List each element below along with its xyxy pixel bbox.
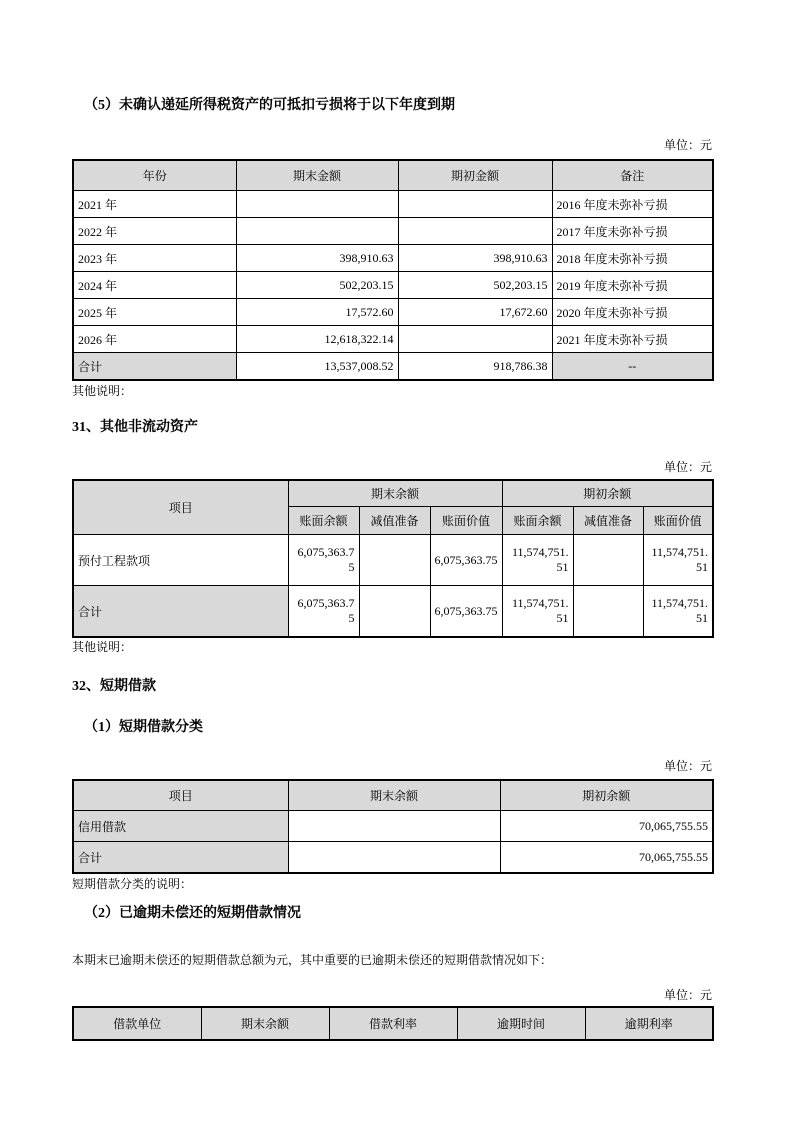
col-header-book-balance: 账面余额: [288, 507, 359, 535]
other-note-label: 其他说明：: [72, 640, 133, 654]
col-header-ending-balance: 期末余额: [288, 780, 500, 811]
table-total-row: [73, 842, 713, 874]
cell-beginning: [398, 191, 552, 218]
section-32-1-heading: （1）短期借款分类: [84, 720, 203, 735]
table-total-row: [73, 353, 713, 381]
table-header-group-row: [73, 480, 713, 507]
cell-total-note: --: [552, 353, 713, 381]
table-header-row: [73, 780, 713, 811]
col-header-beginning-balance: 期初余额: [500, 780, 713, 811]
unit-label: 单位：元: [663, 138, 712, 152]
overdue-borrowings-paragraph: 本期末已逾期未偿还的短期借款总额为元，其中重要的已逾期未偿还的短期借款情况如下：: [72, 953, 553, 967]
table-row-2021: [73, 191, 713, 218]
col-header-impairment: 减值准备: [573, 507, 643, 535]
cell-ending: 502,203.15: [236, 272, 398, 299]
col-header-borrower: 借款单位: [73, 1007, 201, 1040]
section-32-2-heading: （2）已逾期未偿还的短期借款情况: [84, 906, 301, 921]
table-row-credit-borrowings: [73, 811, 713, 842]
table-row-2025: [73, 299, 713, 326]
col-header-item: 项目: [73, 780, 288, 811]
cell-end-impairment: [359, 535, 430, 586]
cell-year: 2022 年: [73, 218, 236, 245]
cell-note: 2020 年度未弥补亏损: [552, 299, 713, 326]
other-note-label: 其他说明：: [72, 384, 133, 398]
cell-beginning: 17,672.60: [398, 299, 552, 326]
cell-year: 2021 年: [73, 191, 236, 218]
table-row-2023: [73, 245, 713, 272]
section-31-heading: 31、其他非流动资产: [72, 420, 198, 435]
col-header-impairment: 减值准备: [359, 507, 430, 535]
cell-year: 2025 年: [73, 299, 236, 326]
table-header-row: [73, 160, 713, 191]
section-5-heading: （5）未确认递延所得税资产的可抵扣亏损将于以下年度到期: [84, 98, 455, 113]
col-header-book-value: 账面价值: [430, 507, 502, 535]
cell-beginning: 398,910.63: [398, 245, 552, 272]
col-group-ending-balance: 期末余额: [288, 480, 502, 507]
cell-item: 预付工程款项: [73, 535, 288, 586]
cell-ending: [236, 218, 398, 245]
other-noncurrent-assets-table: [72, 479, 714, 638]
unit-label: 单位：元: [663, 460, 712, 474]
col-header-beginning-amount: 期初金额: [398, 160, 552, 191]
col-header-ending-balance: 期末余额: [201, 1007, 329, 1040]
cell-note: 2019 年度未弥补亏损: [552, 272, 713, 299]
cell-ending-balance: [288, 811, 500, 842]
cell-end-book-balance: 6,075,363.75: [288, 586, 359, 638]
cell-ending: 12,618,322.14: [236, 326, 398, 353]
cell-beginning-balance: 70,065,755.55: [500, 842, 713, 874]
col-header-overdue-time: 逾期时间: [457, 1007, 585, 1040]
table-header-row: [73, 1007, 713, 1040]
col-header-book-value: 账面价值: [643, 507, 713, 535]
col-header-overdue-rate: 逾期利率: [585, 1007, 713, 1040]
cell-year: 2026 年: [73, 326, 236, 353]
cell-beginning: 502,203.15: [398, 272, 552, 299]
cell-year: 2023 年: [73, 245, 236, 272]
cell-begin-book-value: 11,574,751.51: [643, 586, 713, 638]
cell-year: 2024 年: [73, 272, 236, 299]
cell-ending: 398,910.63: [236, 245, 398, 272]
col-header-borrowing-rate: 借款利率: [329, 1007, 457, 1040]
cell-total-label: 合计: [73, 586, 288, 638]
cell-total-beginning: 918,786.38: [398, 353, 552, 381]
col-header-year: 年份: [73, 160, 236, 191]
col-group-beginning-balance: 期初余额: [502, 480, 713, 507]
table-row-2026: [73, 326, 713, 353]
cell-beginning: [398, 218, 552, 245]
cell-total-label: 合计: [73, 353, 236, 381]
table-row-2022: [73, 218, 713, 245]
unit-label: 单位：元: [663, 988, 712, 1002]
cell-total-ending: 13,537,008.52: [236, 353, 398, 381]
cell-note: 2018 年度未弥补亏损: [552, 245, 713, 272]
unit-label: 单位：元: [663, 759, 712, 773]
table-total-row: [73, 586, 713, 638]
cell-ending: 17,572.60: [236, 299, 398, 326]
table-row-2024: [73, 272, 713, 299]
col-header-book-balance: 账面余额: [502, 507, 573, 535]
classification-note-label: 短期借款分类的说明：: [72, 877, 193, 891]
cell-note: 2021 年度未弥补亏损: [552, 326, 713, 353]
cell-begin-book-value: 11,574,751.51: [643, 535, 713, 586]
cell-ending: [236, 191, 398, 218]
cell-note: 2017 年度未弥补亏损: [552, 218, 713, 245]
cell-item: 信用借款: [73, 811, 288, 842]
cell-beginning-balance: 70,065,755.55: [500, 811, 713, 842]
cell-end-book-balance: 6,075,363.75: [288, 535, 359, 586]
cell-note: 2016 年度未弥补亏损: [552, 191, 713, 218]
table-row-prepaid-project: [73, 535, 713, 586]
cell-end-book-value: 6,075,363.75: [430, 586, 502, 638]
col-header-note: 备注: [552, 160, 713, 191]
short-term-borrowings-table: [72, 779, 714, 874]
cell-beginning: [398, 326, 552, 353]
loss-expiry-table: [72, 159, 714, 381]
cell-begin-book-balance: 11,574,751.51: [502, 535, 573, 586]
cell-ending-balance: [288, 842, 500, 874]
cell-end-impairment: [359, 586, 430, 638]
cell-end-book-value: 6,075,363.75: [430, 535, 502, 586]
cell-total-label: 合计: [73, 842, 288, 874]
col-header-item: 项目: [73, 480, 288, 535]
cell-begin-book-balance: 11,574,751.51: [502, 586, 573, 638]
col-header-ending-amount: 期末金额: [236, 160, 398, 191]
cell-begin-impairment: [573, 535, 643, 586]
section-32-heading: 32、短期借款: [72, 679, 156, 694]
overdue-borrowings-table: [72, 1006, 714, 1041]
cell-begin-impairment: [573, 586, 643, 638]
